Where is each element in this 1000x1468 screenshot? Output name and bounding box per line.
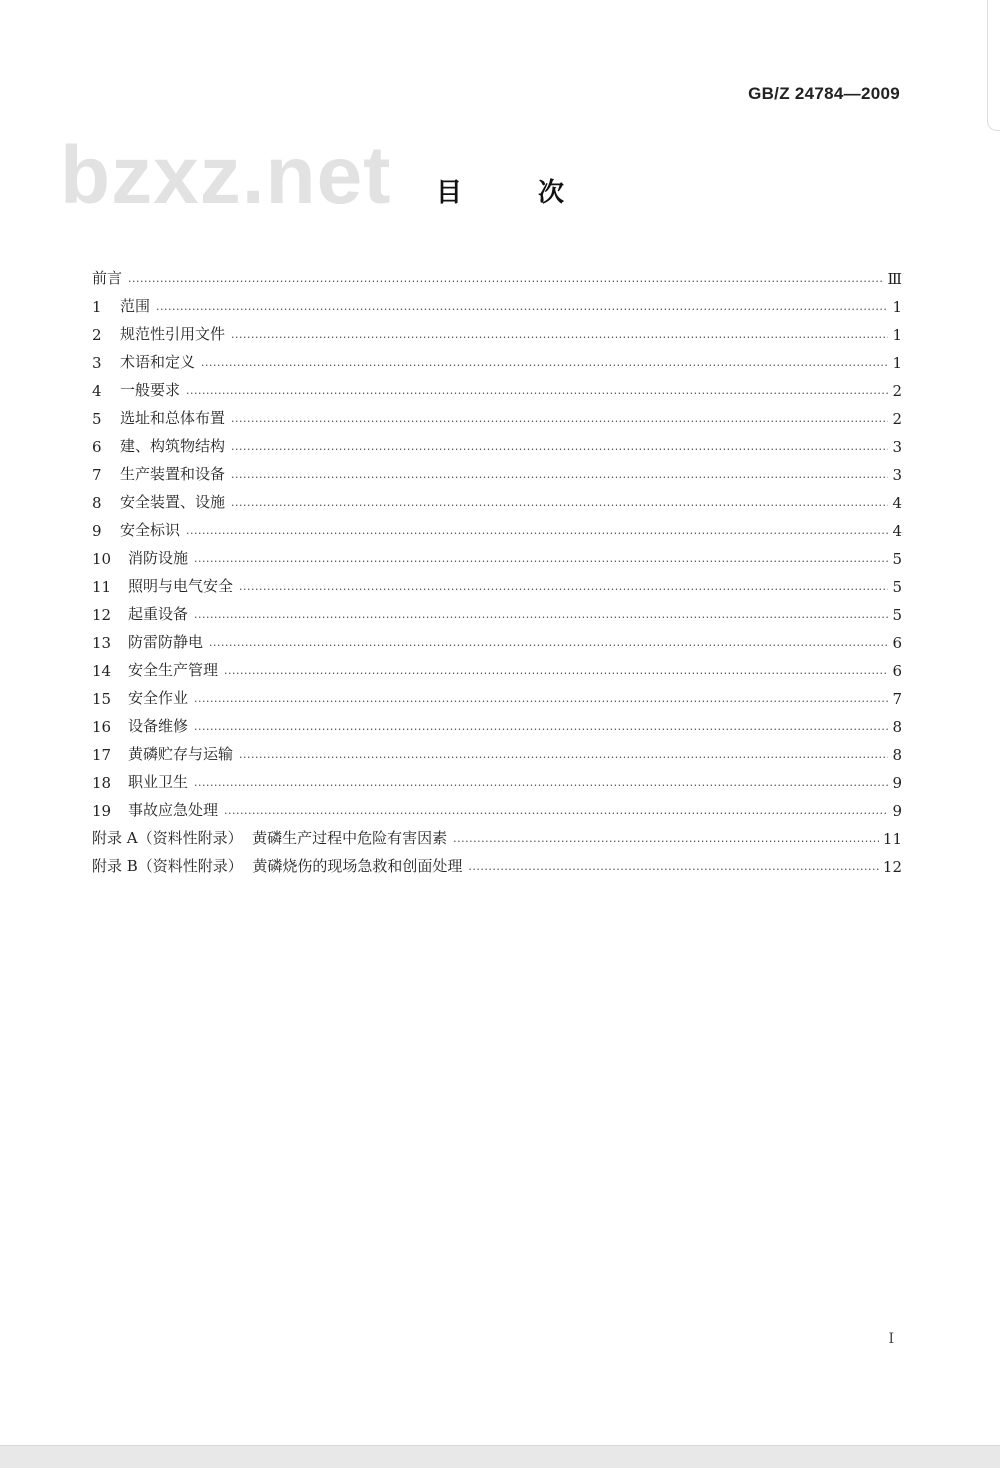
toc-entry-number: 10 [92,550,112,568]
bottom-scrollbar[interactable] [0,1445,1000,1468]
toc-entry-number: 2 [92,326,102,344]
toc-entry[interactable] [92,792,902,820]
toc-entry-title: 范围 [120,297,151,315]
dot-leader [239,582,888,592]
toc-entry-title: 职业卫生 [128,773,189,791]
toc-entry[interactable] [92,456,902,484]
toc-entry-number: 9 [92,522,102,540]
dot-leader [231,442,888,452]
toc-entry-page: 6 [892,634,902,652]
toc-entry-title: 安全装置、设施 [120,493,226,511]
dot-leader [186,526,888,536]
toc-entry-number: 13 [92,634,112,652]
toc-entry-title: 起重设备 [128,605,189,623]
toc-entry[interactable] [92,736,902,764]
dot-leader [231,498,888,508]
toc-entry[interactable] [92,652,902,680]
toc-entry[interactable] [92,316,902,344]
toc-entry[interactable] [92,568,902,596]
toc-entry-page: Ⅲ [887,270,902,288]
toc-entry-number: 12 [92,606,112,624]
toc-entry[interactable] [92,540,902,568]
toc-entry-title: 黄磷贮存与运输 [128,745,234,763]
toc-entry-page: 5 [892,606,902,624]
toc-entry-page: 8 [892,746,902,764]
toc-entry-page: 8 [892,718,902,736]
toc-entry[interactable] [92,484,902,512]
toc-entry-title: 消防设施 [128,549,189,567]
toc-entry-title: 设备维修 [128,717,189,735]
toc-entry[interactable] [92,596,902,624]
dot-leader [231,470,888,480]
dot-leader [128,274,884,284]
dot-leader [239,750,888,760]
toc-entry-page: 5 [892,550,902,568]
toc-entry-number: 3 [92,354,102,372]
toc-entry-number: 15 [92,690,112,708]
dot-leader [194,778,888,788]
toc-entry[interactable] [92,624,902,652]
toc-entry-title: 附录 B（资料性附录） 黄磷烧伤的现场急救和创面处理 [92,857,463,875]
toc-entry-number: 7 [92,466,102,484]
toc-entry[interactable] [92,288,902,316]
toc-entry-page: 1 [892,354,902,372]
dot-leader [231,414,888,424]
toc-entry-title: 安全标识 [120,521,181,539]
dot-leader [201,358,888,368]
toc-entry-number: 16 [92,718,112,736]
dot-leader [231,330,888,340]
toc-entry-number: 11 [92,578,112,596]
toc-entry[interactable] [92,260,902,288]
toc-entry-page: 3 [892,466,902,484]
dot-leader [224,666,888,676]
standard-code: GB/Z 24784—2009 [748,84,900,103]
toc-entry-title: 安全作业 [128,689,189,707]
table-of-contents [92,260,902,876]
toc-entry[interactable] [92,400,902,428]
toc-entry[interactable] [92,512,902,540]
dot-leader [156,302,888,312]
dot-leader [224,806,888,816]
toc-entry[interactable] [92,372,902,400]
toc-entry-number: 19 [92,802,112,820]
toc-entry-number: 6 [92,438,102,456]
toc-entry-title: 附录 A（资料性附录） 黄磷生产过程中危险有害因素 [92,829,448,847]
toc-entry-page: 5 [892,578,902,596]
toc-entry[interactable] [92,344,902,372]
page-title [0,172,1000,209]
toc-entry-title: 一般要求 [120,381,181,399]
toc-entry[interactable] [92,820,902,848]
toc-entry-page: 6 [892,662,902,680]
toc-entry-number: 14 [92,662,112,680]
dot-leader [194,722,888,732]
toc-entry-number: 17 [92,746,112,764]
dot-leader [194,554,888,564]
toc-entry-title: 生产装置和设备 [120,465,226,483]
title-char: 次 [538,178,565,208]
dot-leader [453,834,879,844]
toc-entry-page: 11 [882,830,902,848]
toc-entry-number: 5 [92,410,102,428]
toc-entry-page: 2 [892,410,902,428]
dot-leader [209,638,888,648]
footer-page-number: I [888,1331,894,1347]
toc-entry[interactable] [92,680,902,708]
toc-entry-page: 4 [892,494,902,512]
toc-entry-title: 前言 [92,269,123,287]
dot-leader [186,386,888,396]
toc-entry[interactable] [92,848,902,876]
toc-entry-page: 9 [892,802,902,820]
toc-entry-title: 选址和总体布置 [120,409,226,427]
toc-entry-page: 4 [892,522,902,540]
toc-entry-title: 照明与电气安全 [128,577,234,595]
toc-entry-page: 3 [892,438,902,456]
toc-entry[interactable] [92,708,902,736]
toc-entry-page: 7 [892,690,902,708]
toc-entry-title: 规范性引用文件 [120,325,226,343]
toc-entry-number: 8 [92,494,102,512]
dot-leader [194,610,888,620]
toc-entry-page: 2 [892,382,902,400]
toc-entry-number: 1 [92,298,102,316]
toc-entry-page: 12 [882,858,902,876]
toc-entry[interactable] [92,764,902,792]
toc-entry-page: 1 [892,298,902,316]
dot-leader [468,862,879,872]
dot-leader [194,694,888,704]
toc-entry[interactable] [92,428,902,456]
toc-entry-title: 建、构筑物结构 [120,437,226,455]
toc-entry-title: 防雷防静电 [128,633,204,651]
watermark: bzxz.net [60,130,392,221]
toc-entry-title: 安全生产管理 [128,661,219,679]
scrollbar-edge[interactable] [987,0,1000,131]
toc-entry-title: 术语和定义 [120,353,196,371]
toc-entry-number: 18 [92,774,112,792]
toc-entry-number: 4 [92,382,102,400]
toc-entry-title: 事故应急处理 [128,801,219,819]
toc-entry-page: 9 [892,774,902,792]
title-char: 目 [435,178,462,208]
toc-entry-page: 1 [892,326,902,344]
